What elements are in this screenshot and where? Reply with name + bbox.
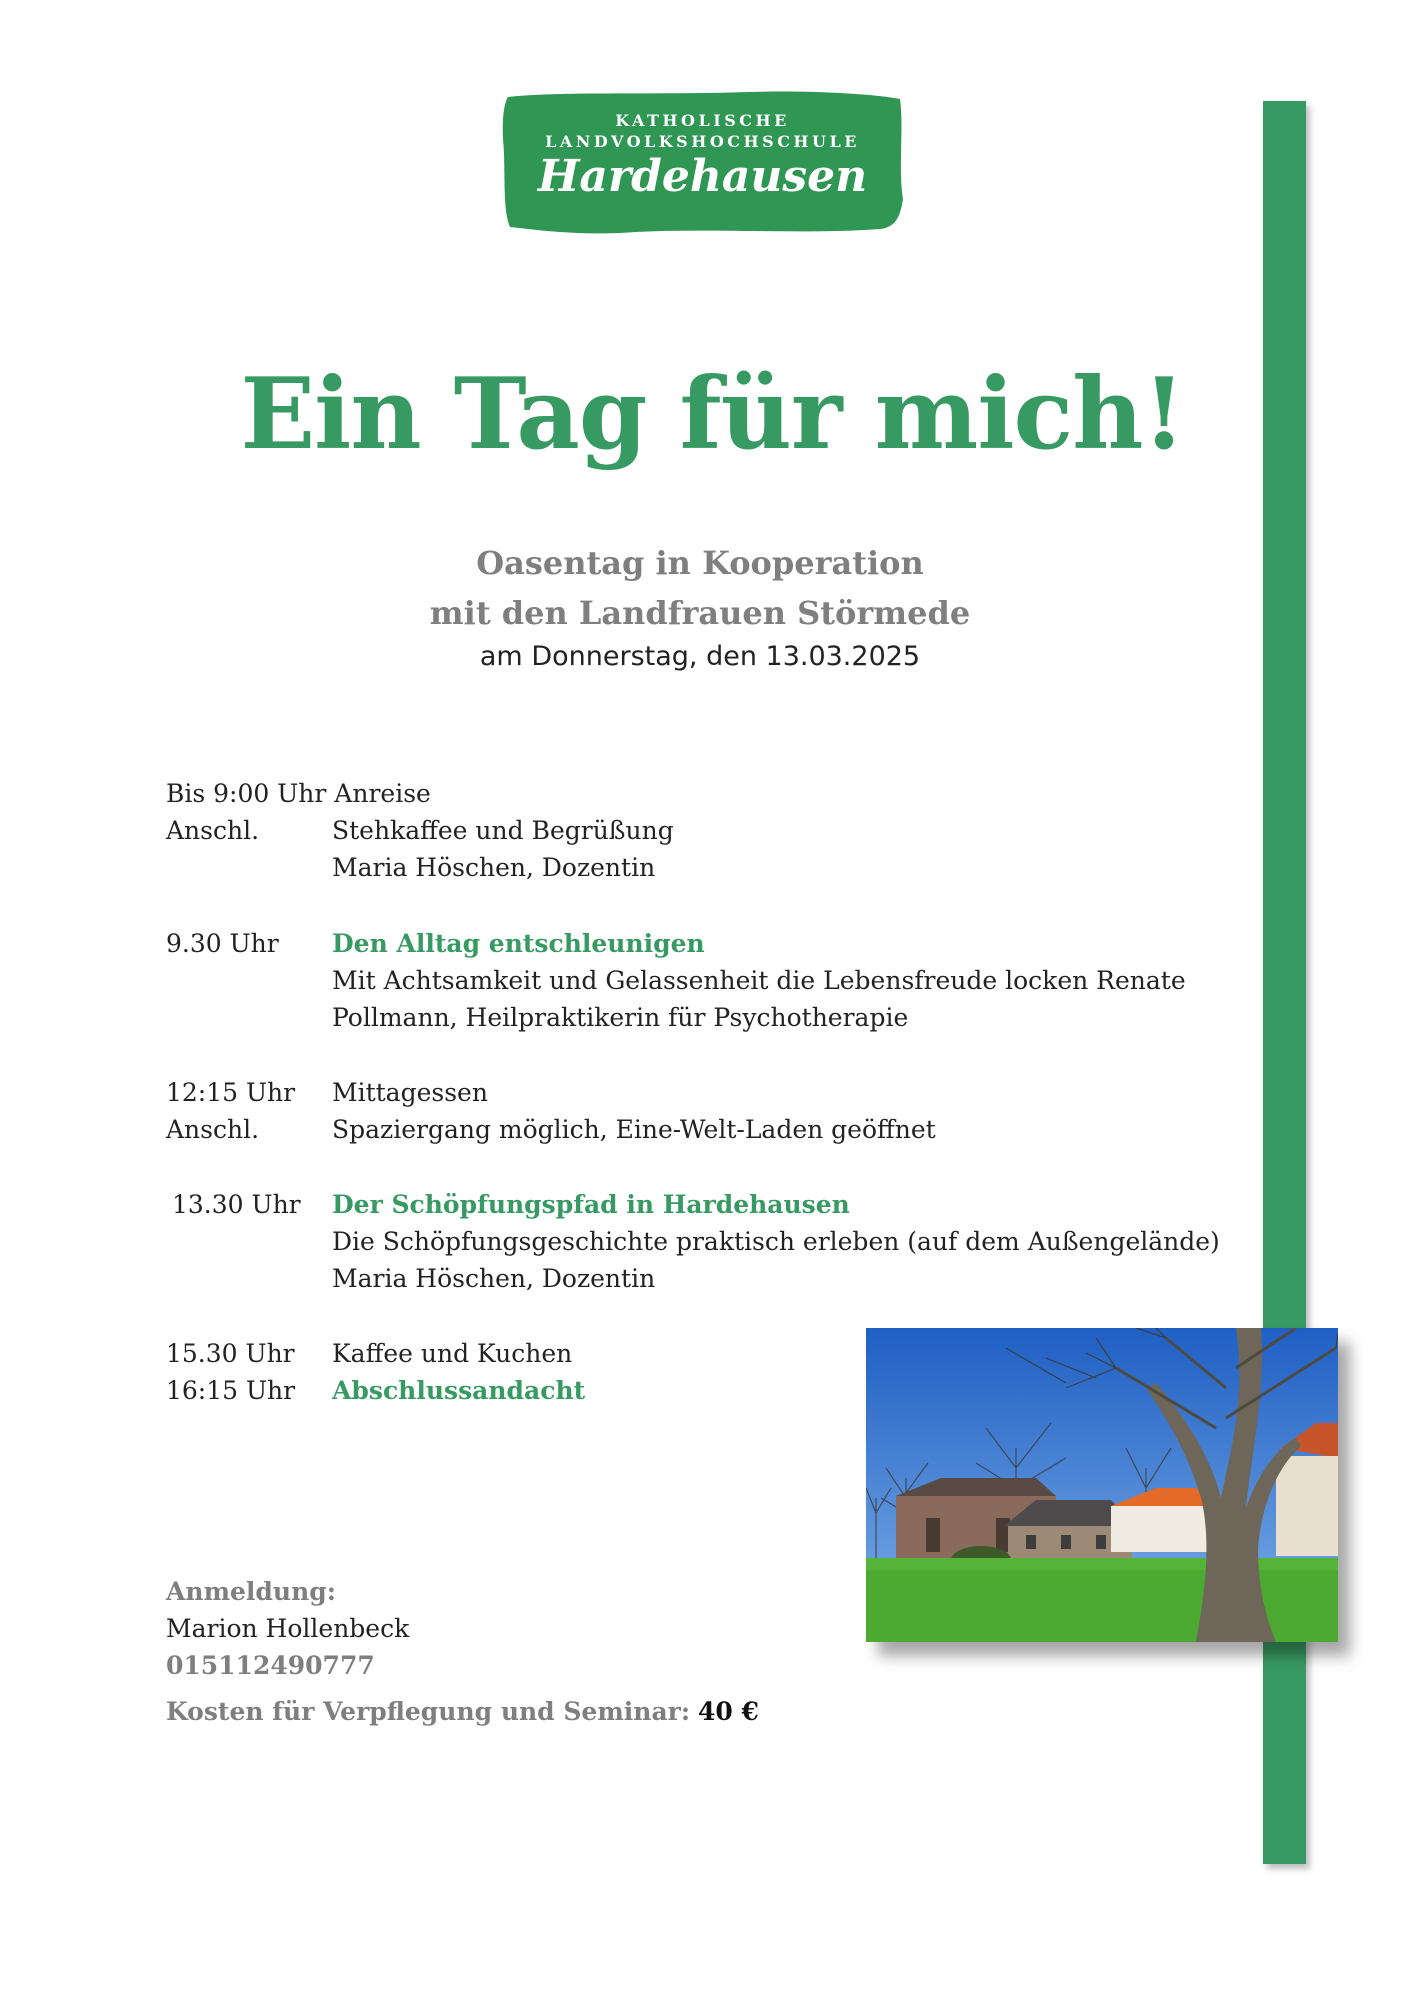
schedule-time: 16:15 Uhr bbox=[166, 1376, 296, 1405]
schedule-text: Maria Höschen, Dozentin bbox=[332, 1264, 656, 1293]
schedule-time: Anschl. bbox=[166, 1115, 260, 1144]
event-date: am Donnerstag, den 13.03.2025 bbox=[479, 641, 921, 672]
registration-label: Anmeldung: bbox=[166, 1577, 336, 1606]
schedule-time: Anschl. bbox=[166, 816, 260, 845]
schedule-time: 15.30 Uhr bbox=[166, 1339, 295, 1368]
schedule-text: Pollmann, Heilpraktikerin für Psychotherapie bbox=[332, 1003, 909, 1032]
logo bbox=[500, 89, 905, 235]
page-title: Ein Tag für mich! bbox=[240, 357, 1185, 472]
schedule-text: Mittagessen bbox=[332, 1078, 488, 1107]
subtitle-line-2: mit den Landfrauen Störmede bbox=[429, 594, 971, 632]
schedule-time: 12:15 Uhr bbox=[166, 1078, 296, 1107]
schedule-text: Kaffee und Kuchen bbox=[332, 1339, 573, 1368]
schedule-session-title: Den Alltag entschleunigen bbox=[332, 929, 705, 958]
schedule-session-title: Der Schöpfungspfad in Hardehausen bbox=[332, 1190, 850, 1219]
contact-phone: 015112490777 bbox=[166, 1651, 375, 1680]
logo-name: Hardehausen bbox=[537, 151, 868, 202]
schedule-time: 9.30 Uhr bbox=[166, 929, 279, 958]
schedule-arrival: Bis 9:00 Uhr Anreise bbox=[166, 779, 431, 808]
logo-line-1: KATHOLISCHE bbox=[615, 111, 790, 130]
subtitle-line-1: Oasentag in Kooperation bbox=[476, 544, 924, 582]
schedule-session-title: Abschlussandacht bbox=[332, 1376, 586, 1405]
building-photo bbox=[866, 1328, 1338, 1642]
schedule-text: Stehkaffee und Begrüßung bbox=[332, 816, 674, 845]
cost-label: Kosten für Verpflegung und Seminar: bbox=[166, 1697, 691, 1726]
cost-value: 40 € bbox=[698, 1697, 759, 1726]
contact-name: Marion Hollenbeck bbox=[166, 1614, 410, 1643]
logo-line-2: LANDVOLKSHOCHSCHULE bbox=[545, 132, 860, 151]
cost-line bbox=[166, 1694, 759, 1730]
schedule-text: Die Schöpfungsgeschichte praktisch erleben (auf dem Außengelände) bbox=[332, 1227, 1220, 1256]
schedule-text: Spaziergang möglich, Eine-Welt-Laden geöffnet bbox=[332, 1115, 936, 1144]
schedule-text: Maria Höschen, Dozentin bbox=[332, 853, 656, 882]
schedule-text: Mit Achtsamkeit und Gelassenheit die Lebensfreude locken Renate bbox=[332, 966, 1186, 995]
schedule-time: 13.30 Uhr bbox=[172, 1190, 301, 1219]
